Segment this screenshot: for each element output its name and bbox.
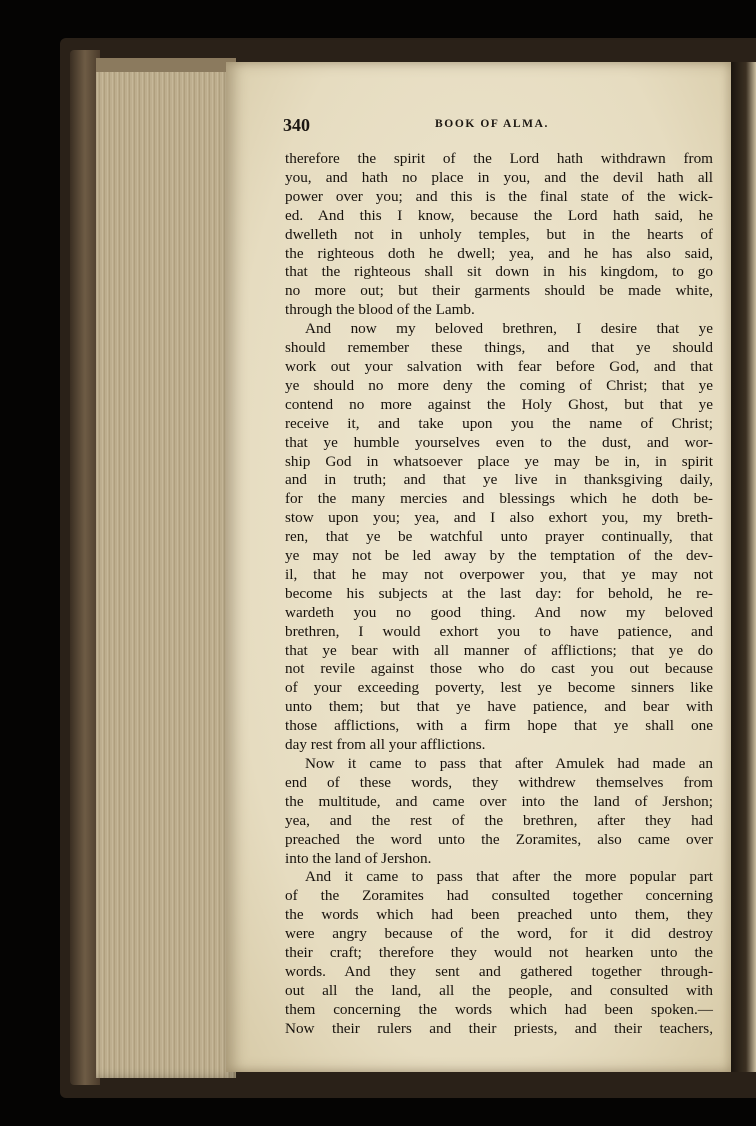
text-line: their craft; therefore they would not hearken unto the [285, 944, 713, 962]
text-line: were angry because of the word, for it did destroy [285, 925, 713, 943]
text-line: dwelleth not in unholy temples, but in the hearts of [285, 225, 713, 243]
text-line: and in truth; and that ye live in thanksgiving daily, [285, 471, 713, 489]
text-line: ren, that ye be watchful unto prayer continually, that [285, 528, 713, 546]
text-line: work out your salvation with fear before God, and that [285, 357, 713, 375]
text-line: the righteous doth he dwell; yea, and he has also said, [285, 244, 713, 262]
text-line: unto them; but that ye have patience, and bear with [285, 698, 713, 716]
text-line: that the righteous shall sit down in his kingdom, to go [285, 263, 713, 281]
text-line: that ye bear with all manner of afflictions; that ye do [285, 641, 713, 659]
text-line: out all the land, all the people, and consulted with [285, 981, 713, 999]
page-header [283, 115, 713, 137]
text-line: of your exceeding poverty, lest ye become sinners like [285, 679, 713, 697]
text-line: through the blood of the Lamb. [285, 301, 475, 319]
text-line: yea, and the rest of the brethren, after they had [285, 811, 713, 829]
text-line: words. And they sent and gathered together through- [285, 962, 713, 980]
text-line: ye should no more deny the coming of Christ; that ye [285, 376, 713, 394]
text-line: brethren, I would exhort you to have patience, and [285, 622, 713, 640]
page-stack-edge [96, 58, 236, 1078]
text-line: not revile against those who do cast you out because [285, 660, 713, 678]
text-line: become his subjects at the last day: for behold, he re- [285, 584, 713, 602]
text-line: ed. And this I know, because the Lord hath said, he [285, 206, 713, 224]
text-line: into the land of Jershon. [285, 849, 432, 867]
text-line: power over you; and this is the final state of the wick- [285, 187, 713, 205]
text-line: should remember these things, and that ye should [285, 339, 713, 357]
running-title: BOOK OF ALMA. [435, 118, 549, 130]
page-stack-top [96, 58, 236, 72]
text-line: Now their rulers and their priests, and their teachers, [285, 1019, 713, 1037]
text-line: of the Zoramites had consulted together concerning [285, 887, 713, 905]
text-line: contend no more against the Holy Ghost, but that ye [285, 395, 713, 413]
text-line: the words which had been preached unto them, they [285, 906, 713, 924]
page-body-text [285, 150, 713, 1039]
text-line: receive it, and take upon you the name of Christ; [285, 414, 713, 432]
text-line: those afflictions, with a firm hope that ye shall one [285, 717, 713, 735]
text-line: And now my beloved brethren, I desire that ye [305, 320, 713, 338]
page-gutter [731, 62, 756, 1072]
text-line: wardeth you no good thing. And now my beloved [285, 603, 713, 621]
text-line: the multitude, and came over into the land of Jershon; [285, 792, 713, 810]
text-line: for the many mercies and blessings which he doth be- [285, 490, 713, 508]
text-line: Now it came to pass that after Amulek had made an [305, 755, 713, 772]
text-line: preached the word unto the Zoramites, also came over [285, 830, 713, 848]
text-line: therefore the spirit of the Lord hath withdrawn from [285, 150, 713, 167]
text-line: day rest from all your afflictions. [285, 736, 486, 754]
text-line: ship God in whatsoever place ye may be in, in spirit [285, 452, 713, 470]
text-line: il, that he may not overpower you, that ye may not [285, 565, 713, 583]
text-line: that ye humble yourselves even to the dust, and wor- [285, 433, 713, 451]
page-number: 340 [283, 115, 310, 135]
text-line: And it came to pass that after the more popular part [305, 868, 713, 886]
text-line: you, and hath no place in you, and the devil hath all [285, 168, 713, 186]
text-line: no more out; but their garments should be made white, [285, 282, 713, 300]
text-line: ye may not be led away by the temptation of the dev- [285, 547, 713, 565]
text-line: end of these words, they withdrew themselves from [285, 773, 713, 791]
text-line: stow upon you; yea, and I also exhort you, my breth- [285, 509, 713, 527]
text-line: them concerning the words which had been spoken.— [285, 1000, 713, 1018]
